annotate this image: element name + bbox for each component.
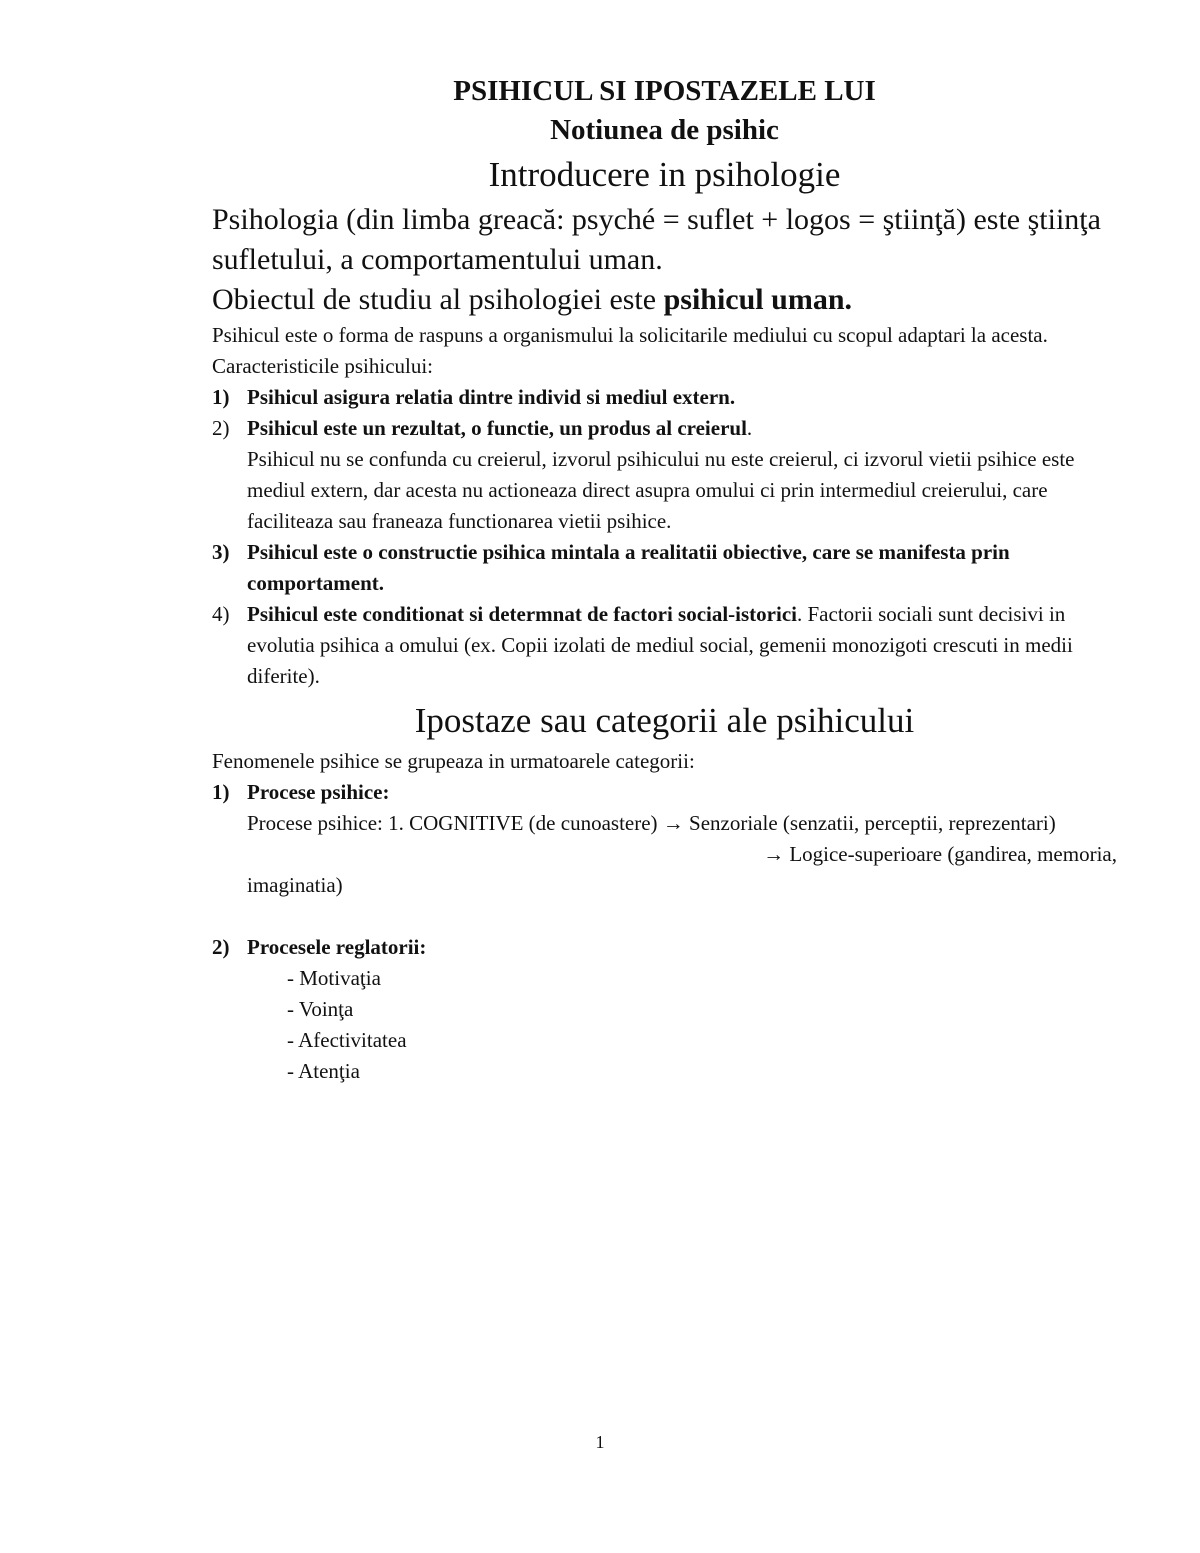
list-item: [212, 537, 1117, 599]
psihic-definition: Psihicul este o forma de raspuns a organismului la solicitarile mediului cu scopul adaptari la acesta.: [212, 323, 1048, 347]
list-text: .: [746, 416, 753, 440]
list-number: 3): [212, 540, 230, 564]
regulatory-subitem: - Atenţia: [287, 1059, 360, 1083]
regulatory-subitem: - Voinţa: [287, 997, 354, 1021]
object-bold: psihicul uman.: [663, 283, 853, 316]
list-item: [212, 599, 1117, 692]
list-number: 2): [212, 416, 230, 440]
list-number: 1): [212, 385, 230, 409]
list-number: 4): [212, 602, 230, 626]
intro-heading: Introducere in psihologie: [488, 155, 841, 194]
section2-heading: Ipostaze sau categorii ale psihicului: [414, 701, 915, 740]
characteristics-list: [212, 382, 1117, 692]
spacer: [212, 901, 1117, 932]
section2-intro: Fenomenele psihice se grupeaza in urmatoarele categorii:: [212, 749, 695, 773]
list-bold-text: Psihicul este o constructie psihica mintala a realitatii obiective, care se manifesta prin comportament.: [247, 540, 1010, 595]
document-title: PSIHICUL SI IPOSTAZELE LUI: [453, 75, 876, 107]
list-item: [212, 382, 1117, 413]
page-number: 1: [595, 1432, 605, 1452]
processes-number: 1): [212, 780, 230, 804]
definition-paragraph: Psihologia (din limba greacă: psyché = suflet + logos = ştiinţă) este ştiinţa sufletului, a comportamentului uman.: [212, 203, 1101, 276]
processes-item: [212, 777, 1117, 901]
list-item: [212, 413, 1117, 537]
list-text: . Factorii sociali sunt decisivi in evolutia psihica a omului (ex. Copii izolati de mediul social, gemenii monozigoti crescuti in medii diferite).: [247, 602, 1073, 688]
regulatory-label: Procesele reglatorii:: [247, 935, 427, 959]
object-text: Obiectul de studiu al psihologiei este: [212, 283, 664, 316]
processes-line1: Procese psihice: 1. COGNITIVE (de cunoastere) → Senzoriale (senzatii, perceptii, reprezentari): [247, 811, 1056, 835]
processes-label: Procese psihice:: [247, 780, 390, 804]
regulatory-subitem: - Motivaţia: [287, 966, 381, 990]
list-bold-text: Psihicul asigura relatia dintre individ si mediul extern.: [247, 385, 736, 409]
regulatory-item: [212, 932, 1117, 963]
list-bold-text: Psihicul este conditionat si determnat de factori social-istorici: [247, 602, 797, 626]
object-paragraph: [212, 280, 1117, 320]
regulatory-subitem: - Afectivitatea: [287, 1028, 407, 1052]
regulatory-number: 2): [212, 935, 230, 959]
document-subtitle: Notiunea de psihic: [550, 114, 779, 146]
processes-line3: imaginatia): [247, 873, 343, 897]
page-content: [212, 72, 1117, 1087]
characteristics-label: Caracteristicile psihicului:: [212, 354, 434, 378]
processes-line2: → Logice-superioare (gandirea, memoria,: [763, 842, 1117, 866]
list-bold-text: Psihicul este un rezultat, o functie, un produs al creierul: [247, 416, 747, 440]
list-extra-text: Psihicul nu se confunda cu creierul, izvorul psihicului nu este creierul, ci izvorul vietii psihice este mediul extern, dar acesta nu actioneaza direct asupra omului ci prin intermediul creierului, care faciliteaza sau franeaza functionarea vietii psihice.: [247, 447, 1075, 533]
